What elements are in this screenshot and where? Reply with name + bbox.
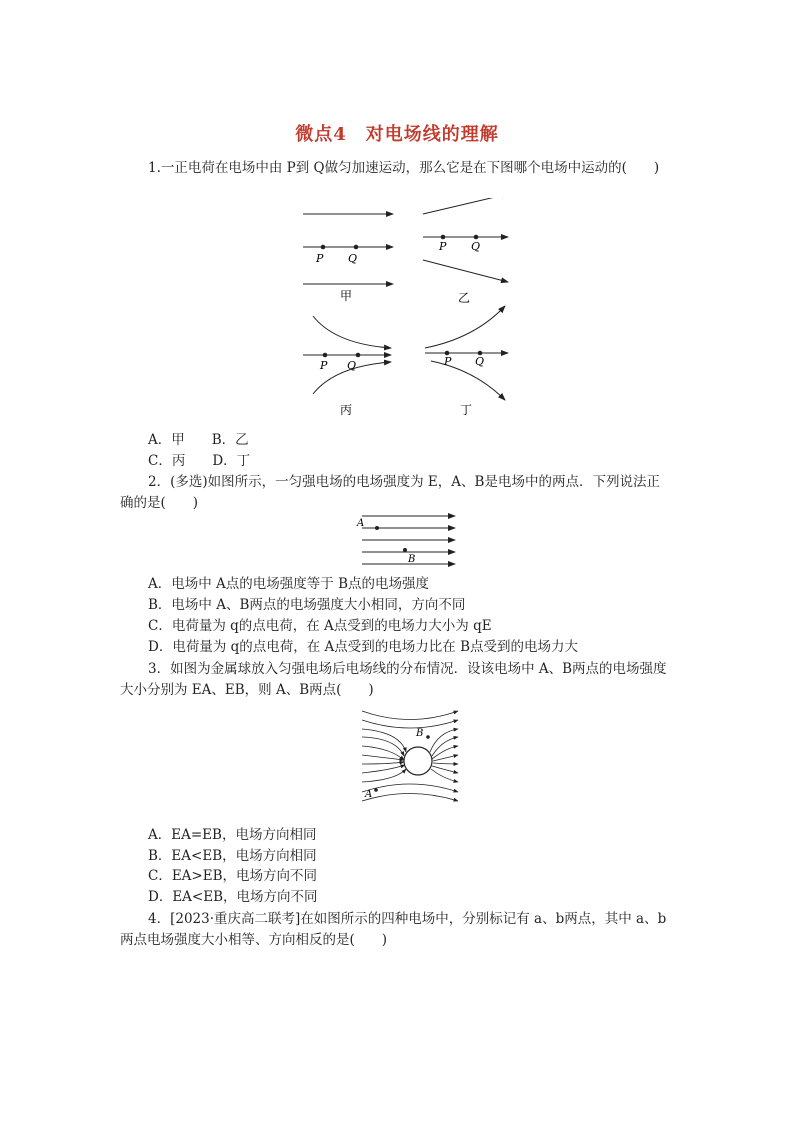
q2-option-d: D．电荷量为 q的点电荷，在 A点受到的电场力比在 B点受到的电场力大: [148, 639, 579, 655]
label-b: B: [408, 554, 416, 565]
q2-option-b: B．电场中 A、B两点的电场强度大小相同，方向不同: [148, 597, 466, 613]
field-line: [362, 769, 406, 782]
caption-yi: 乙: [458, 291, 471, 305]
q3-stem-line1: 3．如图为金属球放入匀强电场后电场线的分布情况．设该电场中 A、B两点的电场强度: [148, 661, 667, 677]
caption-bing: 丙: [340, 403, 353, 417]
label-a: A: [365, 789, 373, 800]
field-line: [431, 769, 458, 782]
field-line: [362, 794, 458, 802]
field-diagram-bing: [303, 316, 391, 417]
point-q-dot: [354, 245, 359, 250]
field-diagram-jia: [303, 214, 393, 303]
label-p: P: [316, 252, 324, 265]
q2-stem-line2: 确的是( ): [120, 495, 199, 511]
field-line: [432, 766, 458, 773]
q2-stem-line1: 2．(多选)如图所示，一匀强电场的电场强度为 E，A、B是电场中的两点．下列说法正: [148, 474, 660, 490]
q1-options-ab: A．甲 B．乙: [148, 432, 249, 448]
field-line: [423, 260, 508, 282]
label-p: P: [320, 359, 328, 372]
point-a-dot: [375, 526, 379, 530]
label-q: Q: [347, 359, 357, 372]
point-q-dot: [356, 353, 361, 358]
q2-option-a: A．电场中 A点的电场强度等于 B点的电场强度: [148, 576, 430, 592]
point-b-dot: [403, 548, 407, 552]
q2-figure: [355, 512, 460, 568]
caption-jia: 甲: [340, 289, 353, 303]
field-line: [313, 316, 391, 348]
point-p-dot: [441, 235, 446, 240]
field-diagram-yi: [423, 198, 508, 305]
q3-option-c: C．EA>EB，电场方向不同: [148, 868, 318, 884]
q3-stem-line2: 大小分别为 EA、EB，则 A、B两点( ): [120, 682, 374, 698]
field-line: [362, 711, 458, 720]
label-q: Q: [475, 355, 485, 368]
q1-stem: 1.一正电荷在电场中由 P到 Q做匀加速运动，那么它是在下图哪个电场中运动的( ): [148, 160, 660, 176]
q3-figure: [360, 706, 462, 808]
label-p: P: [439, 240, 447, 253]
q1-options-cd: C．丙 D．丁: [148, 453, 251, 469]
label-p: P: [444, 355, 452, 368]
label-q: Q: [348, 252, 358, 265]
q2-option-c: C．电荷量为 q的点电荷，在 A点受到的电场力大小为 qE: [148, 618, 492, 634]
page-title: 微点4 对电场线的理解: [295, 124, 499, 145]
field-line: [423, 198, 508, 214]
point-p-dot: [321, 245, 326, 250]
field-line: [362, 762, 404, 764]
field-line: [362, 720, 458, 728]
field-line: [425, 306, 505, 348]
field-diagram-ding: [425, 306, 508, 417]
q4-stem-line2: 两点电场强度大小相等、方向相反的是( ): [120, 932, 388, 948]
point-b-dot: [426, 735, 430, 739]
metal-sphere: [404, 747, 432, 775]
field-line: [432, 746, 458, 759]
label-q: Q: [471, 240, 481, 253]
q4-stem-line1: 4．[2023·重庆高二联考]在如图所示的四种电场中，分别标记有 a、b两点，其中 a、b: [148, 911, 667, 927]
field-line: [362, 765, 405, 773]
label-b: B: [416, 728, 424, 739]
caption-ding: 丁: [460, 403, 473, 417]
point-p-dot: [323, 353, 328, 358]
field-line: [433, 763, 458, 764]
q3-option-a: A．EA=EB，电场方向相同: [148, 827, 317, 843]
q1-figure: [295, 198, 520, 423]
q3-option-d: D．EA<EB，电场方向不同: [148, 889, 318, 905]
field-line: [431, 361, 505, 400]
label-a: A: [357, 518, 365, 529]
field-line: [430, 729, 458, 752]
point-q-dot: [474, 235, 479, 240]
q3-option-b: B．EA<EB，电场方向相同: [148, 848, 317, 864]
point-a-dot: [374, 788, 378, 792]
